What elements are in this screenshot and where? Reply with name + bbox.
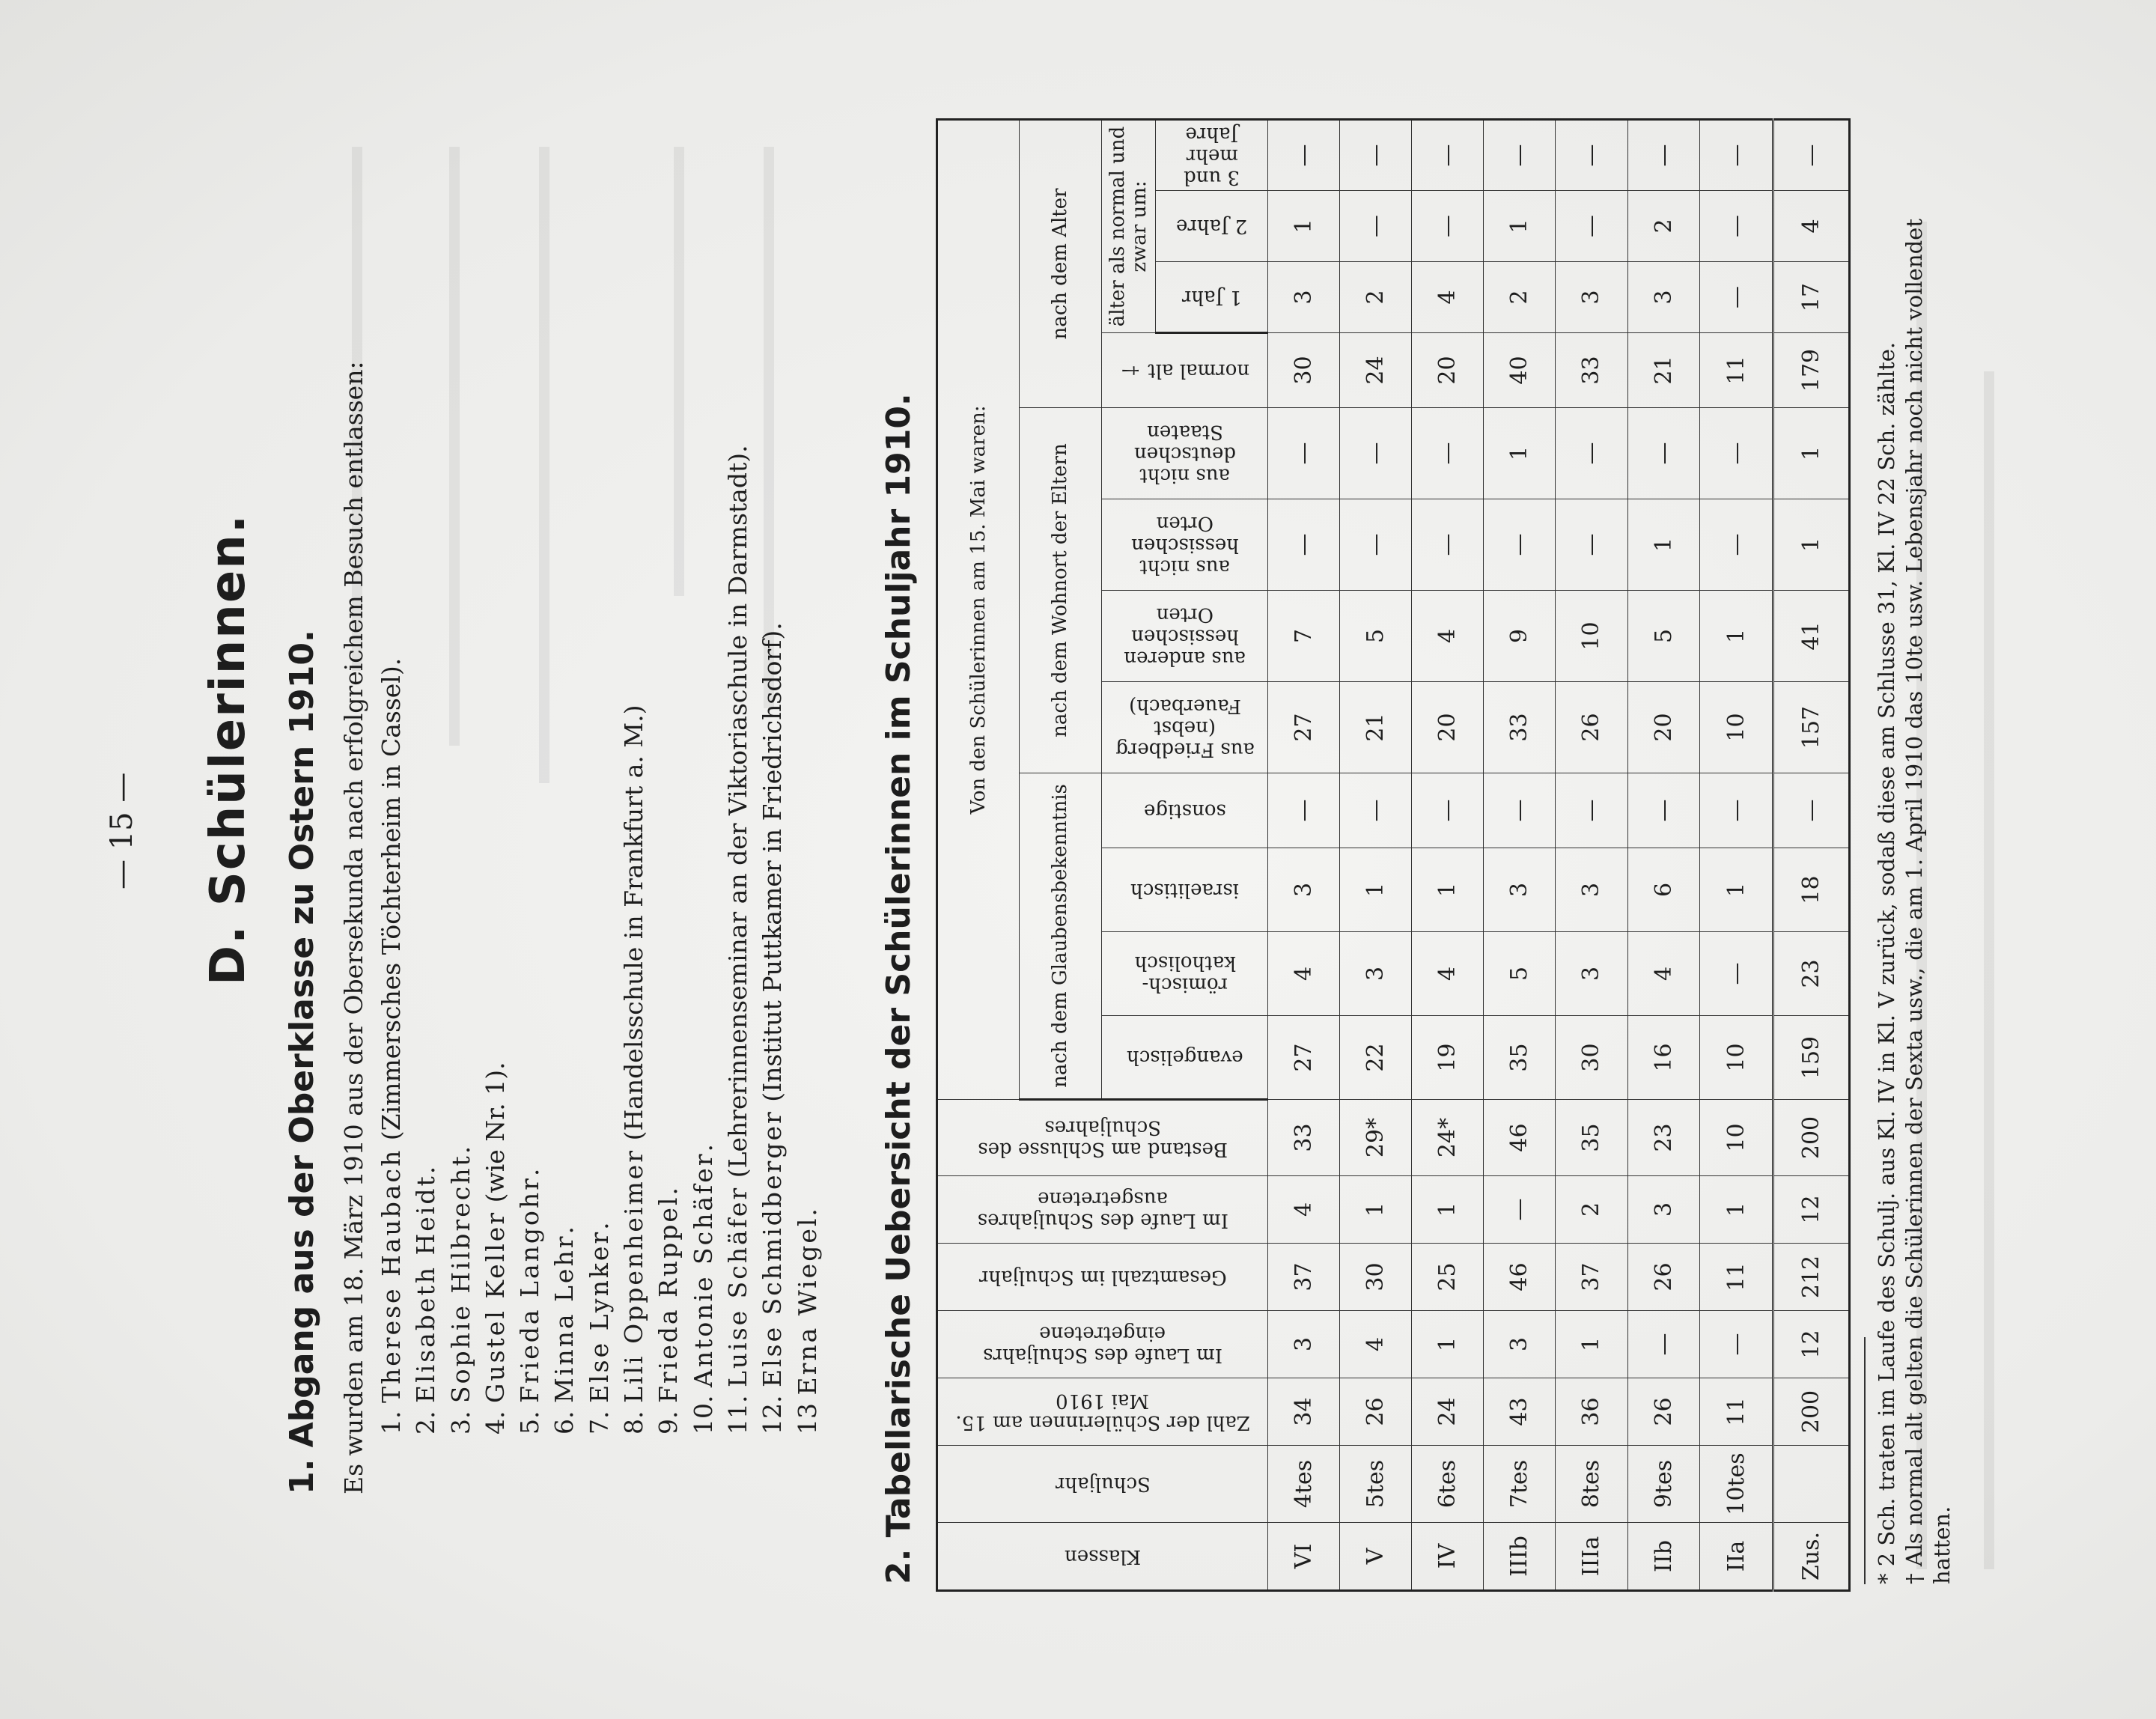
table-cell: —: [1699, 119, 1773, 190]
table-cell: 33: [1268, 1100, 1340, 1176]
table-cell: 23: [1627, 1100, 1699, 1176]
table-cell: 24*: [1412, 1100, 1484, 1176]
footnote-rule: [1864, 1337, 1866, 1584]
table-cell: [1773, 1446, 1850, 1523]
table-cell: —: [1340, 499, 1412, 591]
footnote-dagger: † Als normal alt gelten die Schülerinnen der Sexta usw., die am 1. April 1910 das 10te usw. Lebensjahr noch nicht vollendet hatten.: [1901, 219, 1955, 1584]
table-cell: 3: [1556, 848, 1627, 932]
table-cell: 1: [1699, 848, 1773, 932]
header-gesamtzahl: Gesamtzahl im Schuljahr: [937, 1244, 1268, 1311]
table-cell: 37: [1268, 1244, 1340, 1311]
table-cell: 20: [1412, 333, 1484, 408]
table-cell: —: [1773, 773, 1850, 848]
header-israelitisch: israelitisch: [1102, 848, 1268, 932]
table-cell: 46: [1484, 1244, 1556, 1311]
table-cell: —: [1412, 191, 1484, 262]
table-row: [1484, 119, 1556, 1590]
table-cell: 4: [1340, 1311, 1412, 1378]
statistics-table: [936, 120, 1849, 1592]
table-cell: 1: [1412, 848, 1484, 932]
table-cell: 9tes: [1627, 1446, 1699, 1523]
list-item: 10. Antonie Schäfer.: [688, 1143, 718, 1434]
table-cell: 5: [1340, 591, 1412, 682]
table-cell: 26: [1340, 1378, 1412, 1446]
table-cell: VI: [1268, 1523, 1340, 1591]
header-wohnort: nach dem Wohnort der Eltern: [1020, 408, 1102, 773]
table-cell: 10: [1699, 1016, 1773, 1100]
table-cell: 10: [1699, 1100, 1773, 1176]
table-cell: 5tes: [1340, 1446, 1412, 1523]
table-cell: 34: [1268, 1378, 1340, 1446]
abgang-heading: 1. Abgang aus der Oberklasse zu Ostern 1910.: [283, 630, 321, 1494]
table-cell: 30: [1268, 333, 1340, 408]
table-cell: V: [1340, 1523, 1412, 1591]
table-cell: 3: [1627, 1176, 1699, 1244]
table-cell: 27: [1268, 1016, 1340, 1100]
uebersicht-heading: 2. Tabellarische Uebersicht der Schülerinnen im Schuljahr 1910.: [880, 393, 918, 1584]
header-zahl: Zahl der Schülerinnen am 15. Mai 1910: [937, 1378, 1268, 1446]
table-cell: 4: [1773, 191, 1850, 262]
table-cell: 1: [1556, 1311, 1627, 1378]
table-cell: 4: [1412, 932, 1484, 1016]
table-cell: 4: [1268, 1176, 1340, 1244]
header-aelter: älter als normal und zwar um:: [1102, 119, 1156, 332]
table-cell: —: [1340, 408, 1412, 499]
table-cell: 1: [1627, 499, 1699, 591]
table-cell: 4: [1268, 932, 1340, 1016]
table-cell: 157: [1773, 682, 1850, 773]
table-cell: 11: [1699, 1378, 1773, 1446]
table-cell: 5: [1627, 591, 1699, 682]
list-item: 8. Lili Oppenheimer (Handelsschule in Frankfurt a. M.): [619, 705, 649, 1434]
table-cell: 3: [1340, 932, 1412, 1016]
table-cell: 18: [1773, 848, 1850, 932]
table-cell: 1: [1484, 408, 1556, 499]
table-cell: —: [1412, 773, 1484, 848]
table-cell: IIIa: [1556, 1523, 1627, 1591]
header-3-jahre: 3 und mehr Jahre: [1156, 119, 1268, 190]
table-cell: —: [1699, 408, 1773, 499]
table-cell: 36: [1556, 1378, 1627, 1446]
table-cell: 2: [1556, 1176, 1627, 1244]
table-cell: 2: [1340, 262, 1412, 333]
table-cell: 17: [1773, 262, 1850, 333]
table-cell: 1: [1484, 191, 1556, 262]
list-item: 13 Erna Wiegel.: [792, 1208, 822, 1434]
table-row: [1556, 119, 1627, 1590]
table-cell: IIb: [1627, 1523, 1699, 1591]
table-cell: —: [1340, 773, 1412, 848]
table-cell: 10: [1699, 682, 1773, 773]
table-cell: 4: [1627, 932, 1699, 1016]
table-cell: —: [1268, 408, 1340, 499]
table-cell: 1: [1699, 591, 1773, 682]
table-cell: 10tes: [1699, 1446, 1773, 1523]
table-cell: 1: [1699, 1176, 1773, 1244]
table-cell: 30: [1556, 1016, 1627, 1100]
table-cell: Zus.: [1773, 1523, 1850, 1591]
table-cell: 1: [1412, 1176, 1484, 1244]
list-item: 12. Else Schmidberger (Institut Puttkamer in Friedrichsdorf).: [758, 622, 788, 1434]
table-cell: 3: [1268, 848, 1340, 932]
header-katholisch: römisch-katholisch: [1102, 932, 1268, 1016]
list-item: 6. Minna Lehr.: [549, 1226, 579, 1434]
table-row: [1268, 119, 1340, 1590]
header-hess-orte: aus anderen hessischen Orten: [1102, 591, 1268, 682]
table-cell: —: [1773, 119, 1850, 190]
header-1-jahr: 1 Jahr: [1156, 262, 1268, 333]
table-cell: 7: [1268, 591, 1340, 682]
header-glauben: nach dem Glaubensbekenntnis: [1020, 773, 1102, 1100]
list-item: 1. Therese Haubach (Zimmersches Töchterheim in Cassel).: [377, 657, 406, 1434]
table-cell: —: [1412, 499, 1484, 591]
table-cell: 24: [1412, 1378, 1484, 1446]
table-cell: 1: [1412, 1311, 1484, 1378]
table-cell: 20: [1412, 682, 1484, 773]
table-cell: 1: [1268, 191, 1340, 262]
table-cell: 19: [1412, 1016, 1484, 1100]
list-item: 4. Gustel Keller (wie Nr. 1).: [480, 1062, 510, 1434]
header-schuljahr: Schuljahr: [937, 1446, 1268, 1523]
table-cell: —: [1556, 119, 1627, 190]
table-cell: 21: [1340, 682, 1412, 773]
header-friedberg: aus Friedberg (nebst Fauerbach): [1102, 682, 1268, 773]
table-row: [1699, 119, 1773, 1590]
table-cell: —: [1699, 932, 1773, 1016]
table-cell: 1: [1340, 848, 1412, 932]
table-cell: —: [1340, 119, 1412, 190]
table-cell: 3: [1556, 932, 1627, 1016]
table-cell: —: [1699, 499, 1773, 591]
table-cell: —: [1556, 408, 1627, 499]
table-cell: —: [1699, 1311, 1773, 1378]
table-cell: 2: [1484, 262, 1556, 333]
table-cell: 21: [1627, 333, 1699, 408]
table-cell: 1: [1773, 408, 1850, 499]
table-row: [1412, 119, 1484, 1590]
table-cell: 1: [1773, 499, 1850, 591]
table-cell: —: [1412, 119, 1484, 190]
table-cell: —: [1699, 773, 1773, 848]
table-cell: —: [1484, 1176, 1556, 1244]
table-cell: 3: [1484, 848, 1556, 932]
table-cell: 11: [1699, 333, 1773, 408]
header-alter: nach dem Alter: [1020, 119, 1102, 407]
table-cell: 5: [1484, 932, 1556, 1016]
table-cell: —: [1627, 408, 1699, 499]
table-cell: 37: [1556, 1244, 1627, 1311]
header-evangelisch: evangelisch: [1102, 1016, 1268, 1100]
table-cell: —: [1699, 262, 1773, 333]
table-cell: 4: [1412, 262, 1484, 333]
table-cell: 159: [1773, 1016, 1850, 1100]
list-item: 11. Luise Schäfer (Lehrerinnenseminar an der Viktoriaschule in Darmstadt).: [722, 445, 752, 1434]
list-item: 2. Elisabeth Heidt.: [411, 1166, 441, 1434]
table-cell: 33: [1484, 682, 1556, 773]
table-body: [1268, 119, 1850, 1590]
table-cell: —: [1627, 1311, 1699, 1378]
header-bestand: Bestand am Schlusse des Schuljahres: [937, 1100, 1268, 1176]
table-cell: IIIb: [1484, 1523, 1556, 1591]
graduate-list: [374, 445, 825, 1434]
table-cell: —: [1556, 773, 1627, 848]
table-cell: 8tes: [1556, 1446, 1627, 1523]
table-cell: 200: [1773, 1378, 1850, 1446]
table-cell: 30: [1340, 1244, 1412, 1311]
total-row: [1773, 119, 1850, 1590]
table-cell: —: [1484, 499, 1556, 591]
table-cell: 12: [1773, 1311, 1850, 1378]
table-cell: 10: [1556, 591, 1627, 682]
table-cell: —: [1627, 773, 1699, 848]
table-cell: 40: [1484, 333, 1556, 408]
table-cell: 3: [1268, 1311, 1340, 1378]
table-cell: 2: [1627, 191, 1699, 262]
table-cell: 200: [1773, 1100, 1850, 1176]
table-cell: 6tes: [1412, 1446, 1484, 1523]
table-cell: 1: [1340, 1176, 1412, 1244]
table-cell: IIa: [1699, 1523, 1773, 1591]
table-cell: 7tes: [1484, 1446, 1556, 1523]
header-ausgetreten: Im Laufe des Schuljahres ausgetretene: [937, 1176, 1268, 1244]
table-cell: —: [1699, 191, 1773, 262]
footnote-asterisk: * 2 Sch. traten im Laufe des Schulj. aus Kl. IV in Kl. V zurück, sodaß diese am Schlusse 31, Kl. IV 22 Sch. zählte.: [1874, 341, 1899, 1584]
table-cell: 24: [1340, 333, 1412, 408]
list-item: 7. Else Lynker.: [584, 1222, 614, 1434]
table-cell: 26: [1627, 1244, 1699, 1311]
table-cell: —: [1627, 119, 1699, 190]
table-cell: 35: [1484, 1016, 1556, 1100]
table-cell: 6: [1627, 848, 1699, 932]
intro-paragraph: Es wurden am 18. März 1910 aus der Obersekunda nach erfolgreichem Besuch entlassen:: [339, 361, 368, 1494]
list-item: 3. Sophie Hilbrecht.: [445, 1146, 475, 1434]
table-row: [1340, 119, 1412, 1590]
table-cell: 43: [1484, 1378, 1556, 1446]
table-cell: 33: [1556, 333, 1627, 408]
section-title: D. Schülerinnen.: [201, 513, 256, 985]
table-cell: 29*: [1340, 1100, 1412, 1176]
table-cell: 16: [1627, 1016, 1699, 1100]
table-cell: —: [1340, 191, 1412, 262]
table-row: [1627, 119, 1699, 1590]
table-cell: 25: [1412, 1244, 1484, 1311]
table-cell: —: [1412, 408, 1484, 499]
table-cell: 11: [1699, 1244, 1773, 1311]
table-cell: 22: [1340, 1016, 1412, 1100]
table-cell: —: [1484, 119, 1556, 190]
table-cell: 26: [1556, 682, 1627, 773]
table-cell: —: [1556, 499, 1627, 591]
header-von-den: Von den Schülerinnen am 15. Mai waren:: [937, 119, 1020, 1099]
table-cell: 4: [1412, 591, 1484, 682]
table-cell: IV: [1412, 1523, 1484, 1591]
table-cell: —: [1484, 773, 1556, 848]
table-cell: 46: [1484, 1100, 1556, 1176]
table-cell: 9: [1484, 591, 1556, 682]
table-cell: 27: [1268, 682, 1340, 773]
table-cell: 4tes: [1268, 1446, 1340, 1523]
header-2-jahre: 2 Jahre: [1156, 191, 1268, 262]
table-cell: —: [1268, 119, 1340, 190]
table-cell: 35: [1556, 1100, 1627, 1176]
page-number: — 15 —: [105, 772, 139, 889]
header-normal-alt: normal alt †: [1102, 333, 1268, 408]
table-cell: 3: [1268, 262, 1340, 333]
header-sonstige: sonstige: [1102, 773, 1268, 848]
header-klassen: Klassen: [937, 1523, 1268, 1591]
table-cell: 212: [1773, 1244, 1850, 1311]
list-item: 5. Frieda Langohr.: [515, 1168, 545, 1434]
table-cell: 23: [1773, 932, 1850, 1016]
table-cell: 3: [1627, 262, 1699, 333]
header-eingetreten: Im Laufe des Schuljahrs eingetretene: [937, 1311, 1268, 1378]
table-cell: —: [1268, 773, 1340, 848]
table-cell: 41: [1773, 591, 1850, 682]
list-item: 9. Frieda Ruppel.: [654, 1187, 683, 1434]
table-cell: 179: [1773, 333, 1850, 408]
table-cell: —: [1268, 499, 1340, 591]
table-cell: 3: [1484, 1311, 1556, 1378]
table-cell: —: [1556, 191, 1627, 262]
footnotes: [1873, 139, 1956, 1584]
table-cell: 26: [1627, 1378, 1699, 1446]
header-nicht-deutsch: aus nicht deutschen Staaten: [1102, 408, 1268, 499]
table-cell: 20: [1627, 682, 1699, 773]
table-cell: 3: [1556, 262, 1627, 333]
header-nicht-hess-orte: aus nicht hessischen Orten: [1102, 499, 1268, 591]
table-cell: 12: [1773, 1176, 1850, 1244]
